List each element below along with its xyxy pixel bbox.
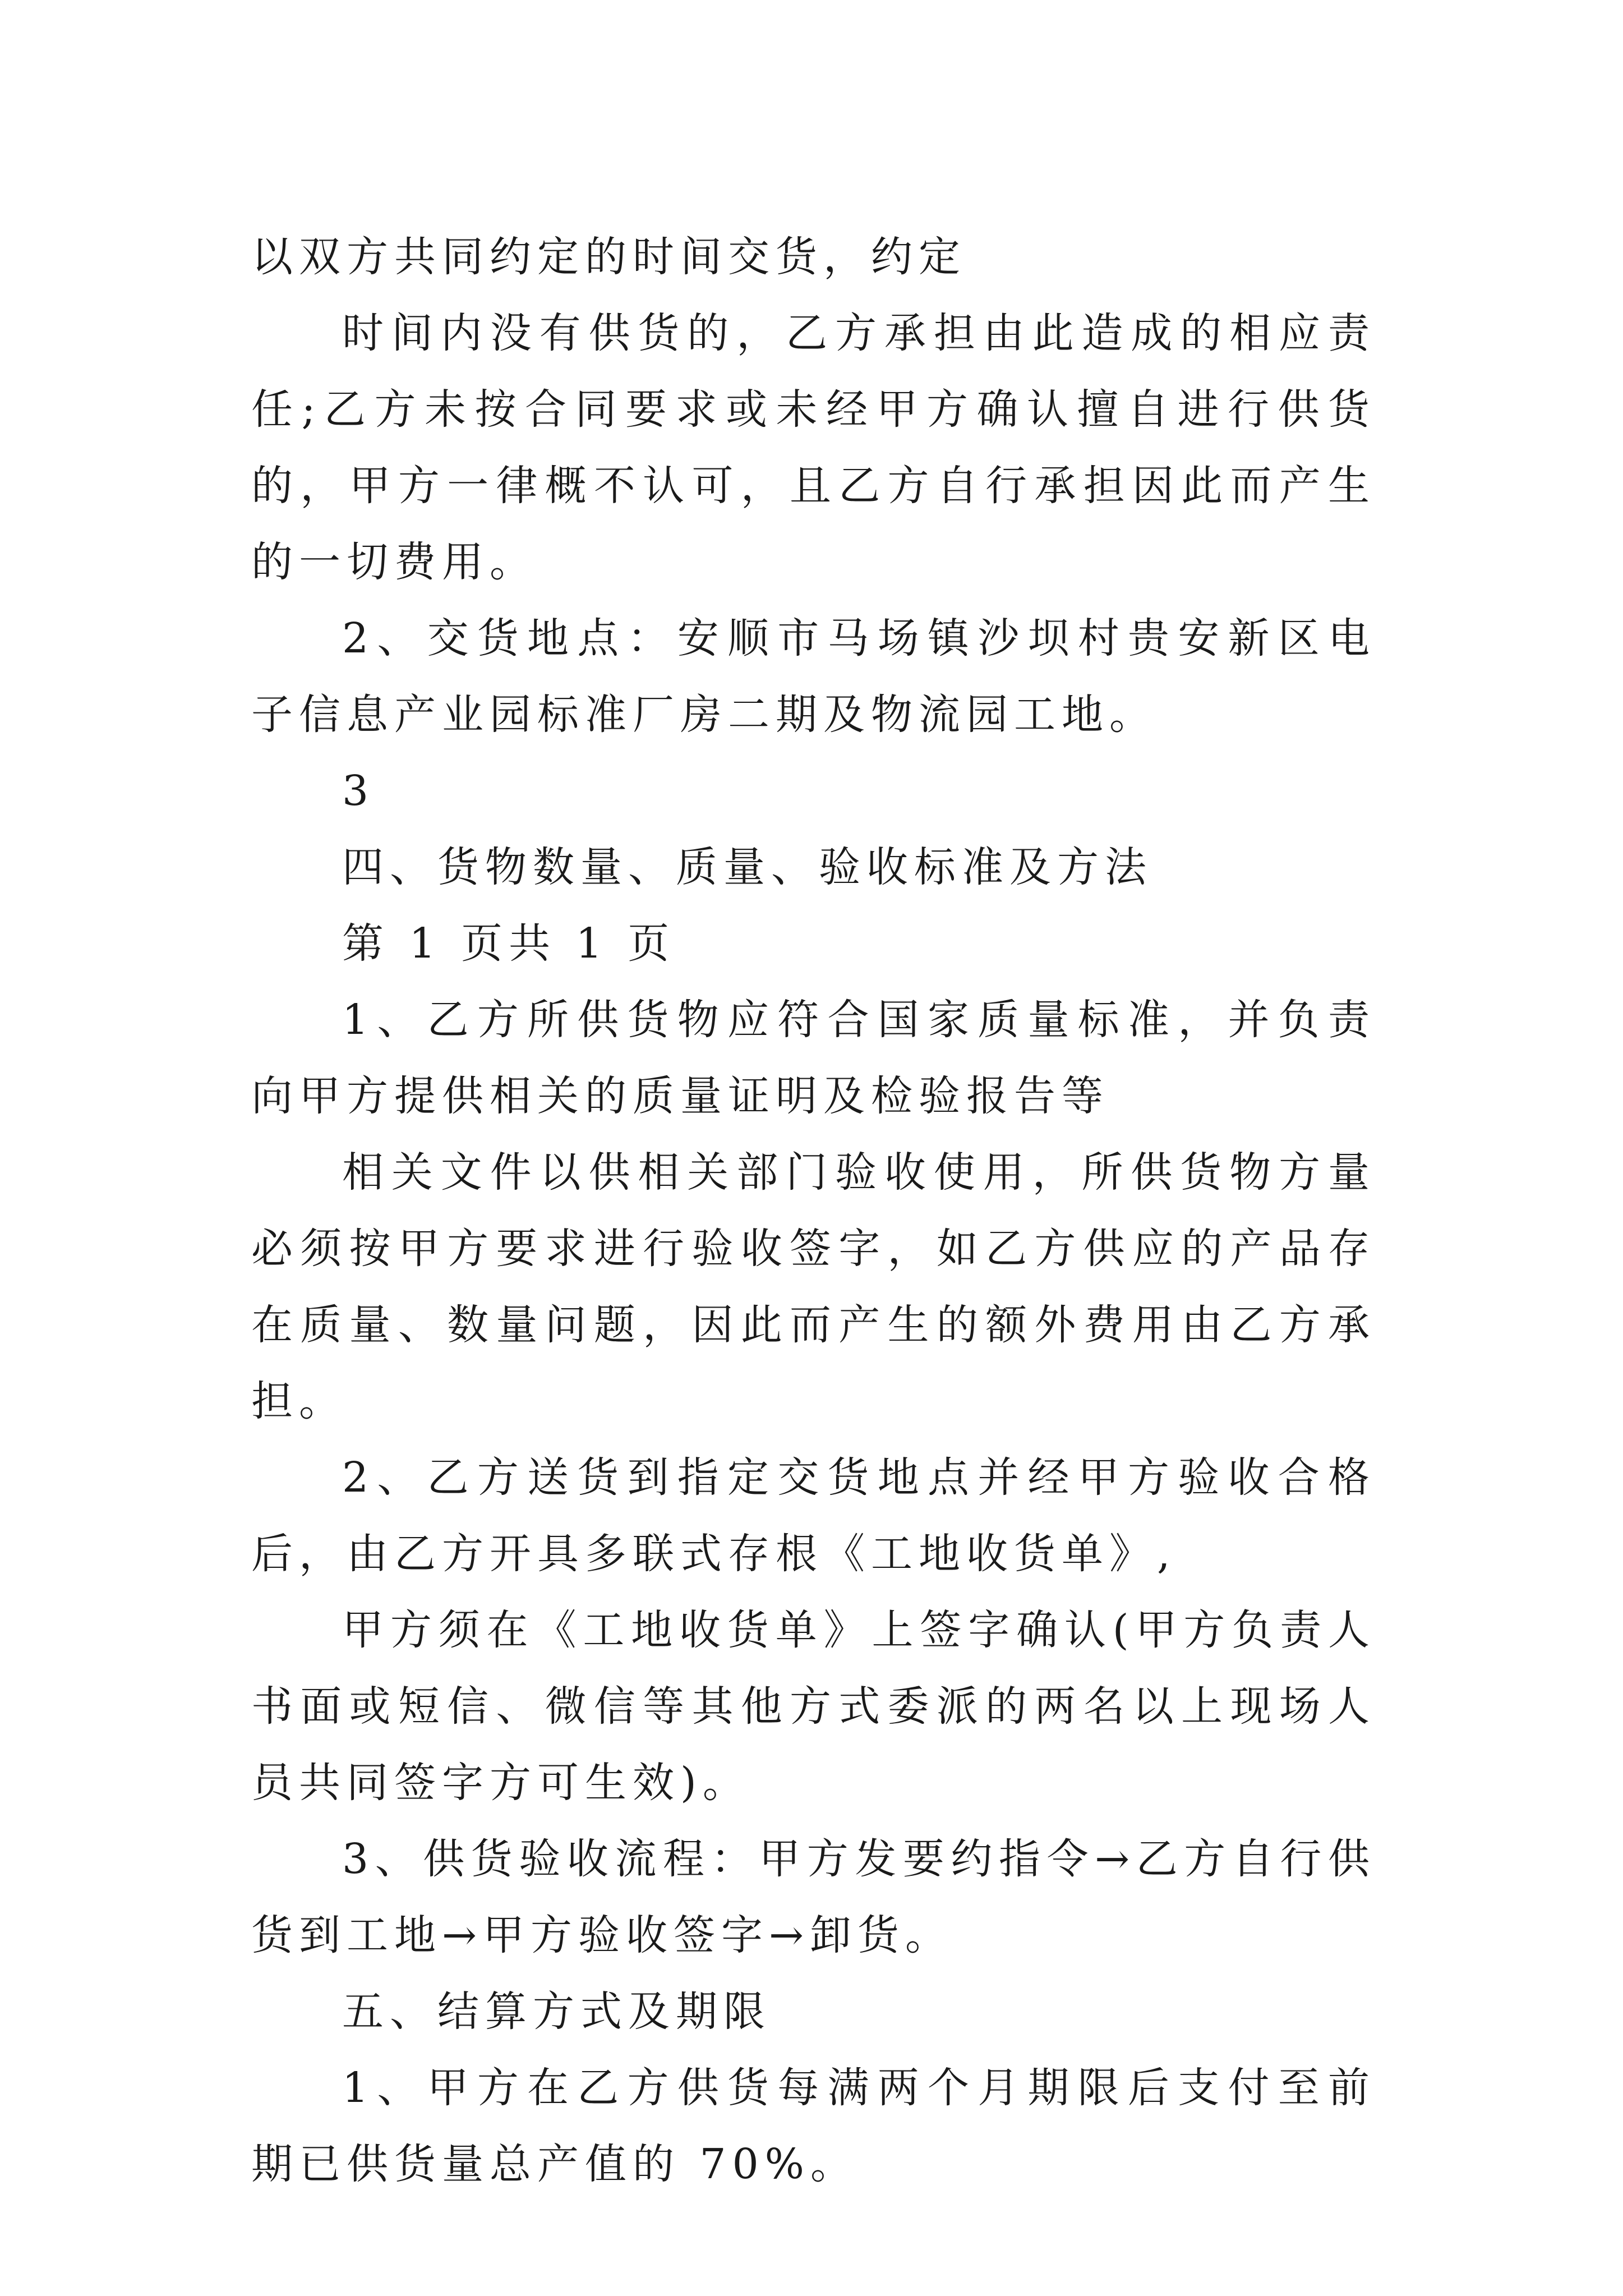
paragraph-quality-standard: 1、乙方所供货物应符合国家质量标准，并负责向甲方提供相关的质量证明及检验报告等 [251,996,1376,1120]
page-number-note: 第 1 页共 1 页 [342,919,676,968]
paragraph-delivery-receipt: 2、乙方送货到指定交货地点并经甲方验收合格后，由乙方开具多联式存根《工地收货单》, [251,1453,1376,1578]
paragraph-delivery-location: 2、交货地点：安顺市马场镇沙坝村贵安新区电子信息产业园标准厂房二期及物流园工地。 [251,614,1376,739]
paragraph-number-marker: 3 [342,767,375,815]
document-body [251,219,1376,2202]
paragraph-signature-confirmation: 甲方须在《工地收货单》上签字确认(甲方负责人书面或短信、微信等其他方式委派的两名以上现场人员共同签字方可生效)。 [251,1606,1376,1807]
paragraph-supply-responsibility: 时间内没有供货的，乙方承担由此造成的相应责任;乙方未按合同要求或未经甲方确认擅自进行供货的，甲方一律概不认可，且乙方自行承担因此而产生的一切费用。 [251,309,1376,586]
paragraph-acceptance-process: 3、供货验收流程：甲方发要约指令→乙方自行供货到工地→甲方验收签字→卸货。 [251,1835,1376,1959]
paragraph-payment-terms: 1、甲方在乙方供货每满两个月期限后支付至前期已供货量总产值的 70%。 [251,2064,1376,2188]
paragraph-acceptance-documents: 相关文件以供相关部门验收使用，所供货物方量必须按甲方要求进行验收签字，如乙方供应的产品存在质量、数量问题，因此而产生的额外费用由乙方承担。 [251,1148,1376,1425]
paragraph-delivery-time: 以双方共同约定的时间交货，约定 [251,233,966,281]
section-heading-settlement: 五、结算方式及期限 [342,1987,771,2036]
section-heading-quality-acceptance: 四、货物数量、质量、验收标准及方法 [342,843,1152,891]
